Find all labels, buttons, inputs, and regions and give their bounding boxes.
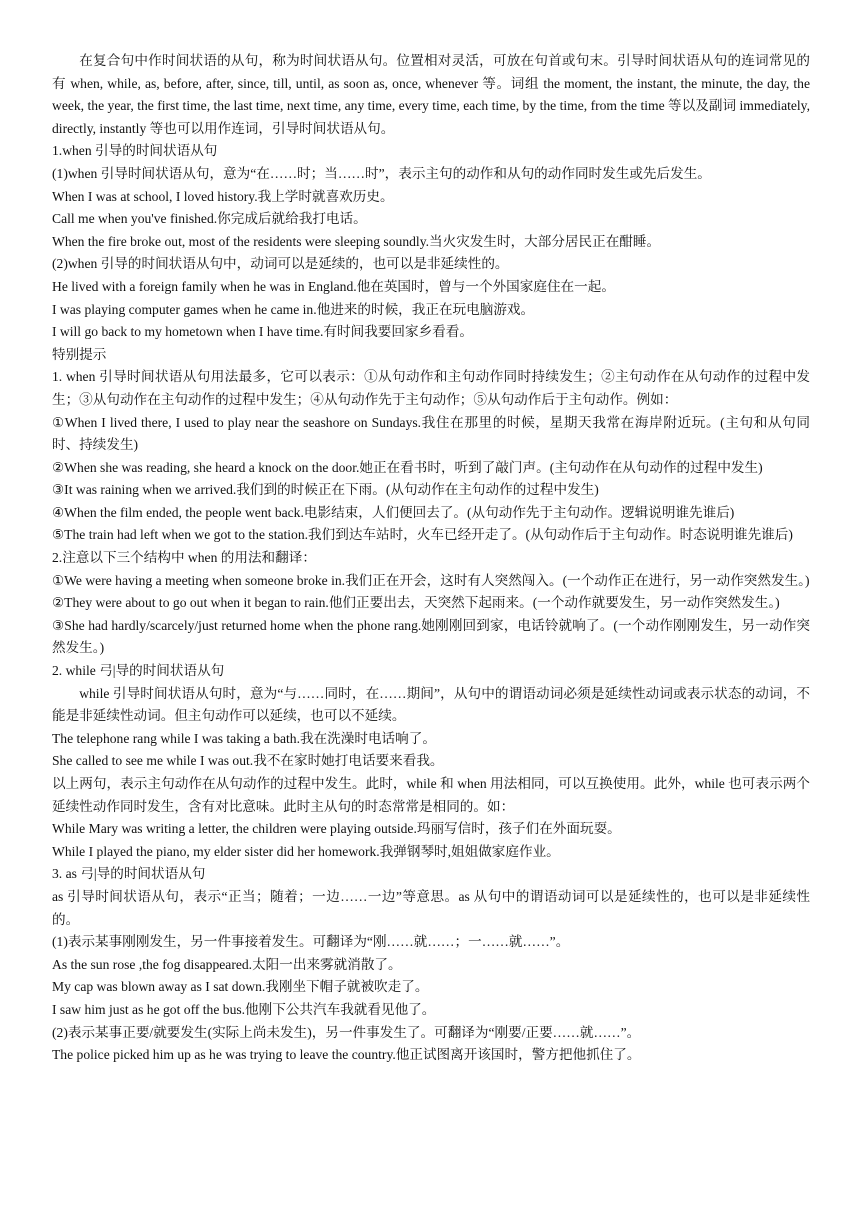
paragraph: ③It was raining when we arrived.我们到的时候正在下雨。(从句动作在主句动作的过程中发生) [52,482,599,498]
paragraph: I will go back to my hometown when I have time.有时间我要回家乡看看。 [52,324,473,340]
paragraph: When I was at school, I loved history.我上学时就喜欢历史。 [52,188,394,204]
paragraph: While I played the piano, my elder sister did her homework.我弹钢琴时,姐姐做家庭作业。 [52,843,560,859]
paragraph: Call me when you've finished.你完成后就给我打电话。 [52,211,367,227]
paragraph: I saw him just as he got off the bus.他刚下公共汽车我就看见他了。 [52,1001,436,1017]
paragraph: ②When she was reading, she heard a knock on the door.她正在看书时，听到了敲门声。(主句动作在从句动作的过程中发生) [52,459,763,475]
paragraph: When the fire broke out, most of the residents were sleeping soundly.当火灾发生时，大部分居民正在酣睡。 [52,233,661,249]
paragraph: My cap was blown away as I sat down.我刚坐下帽子就被吹走了。 [52,979,429,995]
paragraph: The police picked him up as he was trying to leave the country.他正试图离开该国时，警方把他抓住了。 [52,1047,641,1063]
paragraph: while 引导时间状语从句时，意为“与……同时，在……期间”，从句中的谓语动词必须是延续性动词或表示状态的动词，不能是非延续性动词。但主句动作可以延续，也可以不延续。 [52,685,810,724]
paragraph: The telephone rang while I was taking a bath.我在洗澡时电话响了。 [52,730,436,746]
paragraph: ④When the film ended, the people went back.电影结束，人们便回去了。(从句动作先于主句动作。逻辑说明谁先谁后) [52,504,735,520]
paragraph: 1. when 引导时间状语从句用法最多，它可以表示：①从句动作和主句动作同时持续发生；②主句动作在从句动作的过程中发生；③从句动作在主句动作的过程中发生；④从句动作先于主句动作；⑤从句动作后于主句动作。例如： [52,369,810,407]
paragraph: As the sun rose ,the fog disappeared.太阳一出来雾就消散了。 [52,956,402,972]
paragraph: She called to see me while I was out.我不在家时她打电话要来看我。 [52,753,444,769]
paragraph: 2. while 弓|导的时间状语从句 [52,663,225,679]
paragraph: 特别提示 [52,346,107,362]
paragraph: ③She had hardly/scarcely/just returned home when the phone rang.她刚刚回到家，电话铃就响了。(一个动作刚刚发生，另一动作突然发生。) [52,617,810,656]
paragraph: ①We were having a meeting when someone broke in.我们正在开会，这时有人突然闯入。(一个动作正在进行，另一动作突然发生。) [52,572,810,588]
paragraph: 1.when 引导的时间状语从句 [52,143,218,159]
paragraph: (1)when 引导时间状语从句，意为“在……时；当……时”，表示主句的动作和从句的动作同时发生或先后发生。 [52,165,711,181]
paragraph: (1)表示某事刚刚发生，另一件事接着发生。可翻译为“刚……就……；一……就……”。 [52,934,570,950]
paragraph: as 引导时间状语从句，表示“正当；随着；一边……一边”等意思。as 从句中的谓语动词可以是延续性的，也可以是非延续性的。 [52,888,810,927]
paragraph: 3. as 弓|导的时间状语从句 [52,866,206,882]
paragraph: ②They were about to go out when it began to rain.他们正要出去，天突然下起雨来。(一个动作就要发生，另一动作突然发生。) [52,595,780,611]
paragraph: I was playing computer games when he came in.他进来的时候，我正在玩电脑游戏。 [52,301,535,317]
paragraph: He lived with a foreign family when he was in England.他在英国时，曾与一个外国家庭住在一起。 [52,278,615,294]
paragraph: 以上两句，表示主句动作在从句动作的过程中发生。此时，while 和 when 用法相同，可以互换使用。此外，while 也可表示两个延续性动作同时发生，含有对比意味。此时主从句的时态常常是相同的。如： [52,776,810,814]
paragraph: 在复合句中作时间状语的从句，称为时间状语从句。位置相对灵活，可放在句首或句末。引导时间状语从句的连词常见的有 when, while, as, before, after, since, till, until, as soon as, once, whenever 等。词组 the moment, the instant, the minute, the day, the week, the year, the first time, the last time, next time, any time, every time, each time, by the time, from the time 等以及副词 immediately, directly, instantly 等也可以用作连词，引导时间状语从句。 [52,53,810,136]
paragraph: (2)表示某事正要/就要发生(实际上尚未发生)，另一件事发生了。可翻译为“刚要/正要……就……”。 [52,1024,641,1040]
paragraph: ①When I lived there, I used to play near the seashore on Sundays.我住在那里的时候，星期天我常在海岸附近玩。(主句和从句同时、持续发生) [52,414,810,453]
paragraph: (2)when 引导的时间状语从句中，动词可以是延续的，也可以是非延续性的。 [52,256,509,272]
paragraph: While Mary was writing a letter, the children were playing outside.玛丽写信时，孩子们在外面玩耍。 [52,821,621,837]
paragraph: 2.注意以下三个结构中 when 的用法和翻译： [52,550,316,566]
paragraph: ⑤The train had left when we got to the station.我们到达车站时，火车已经开走了。(从句动作后于主句动作。时态说明谁先谁后) [52,527,793,543]
